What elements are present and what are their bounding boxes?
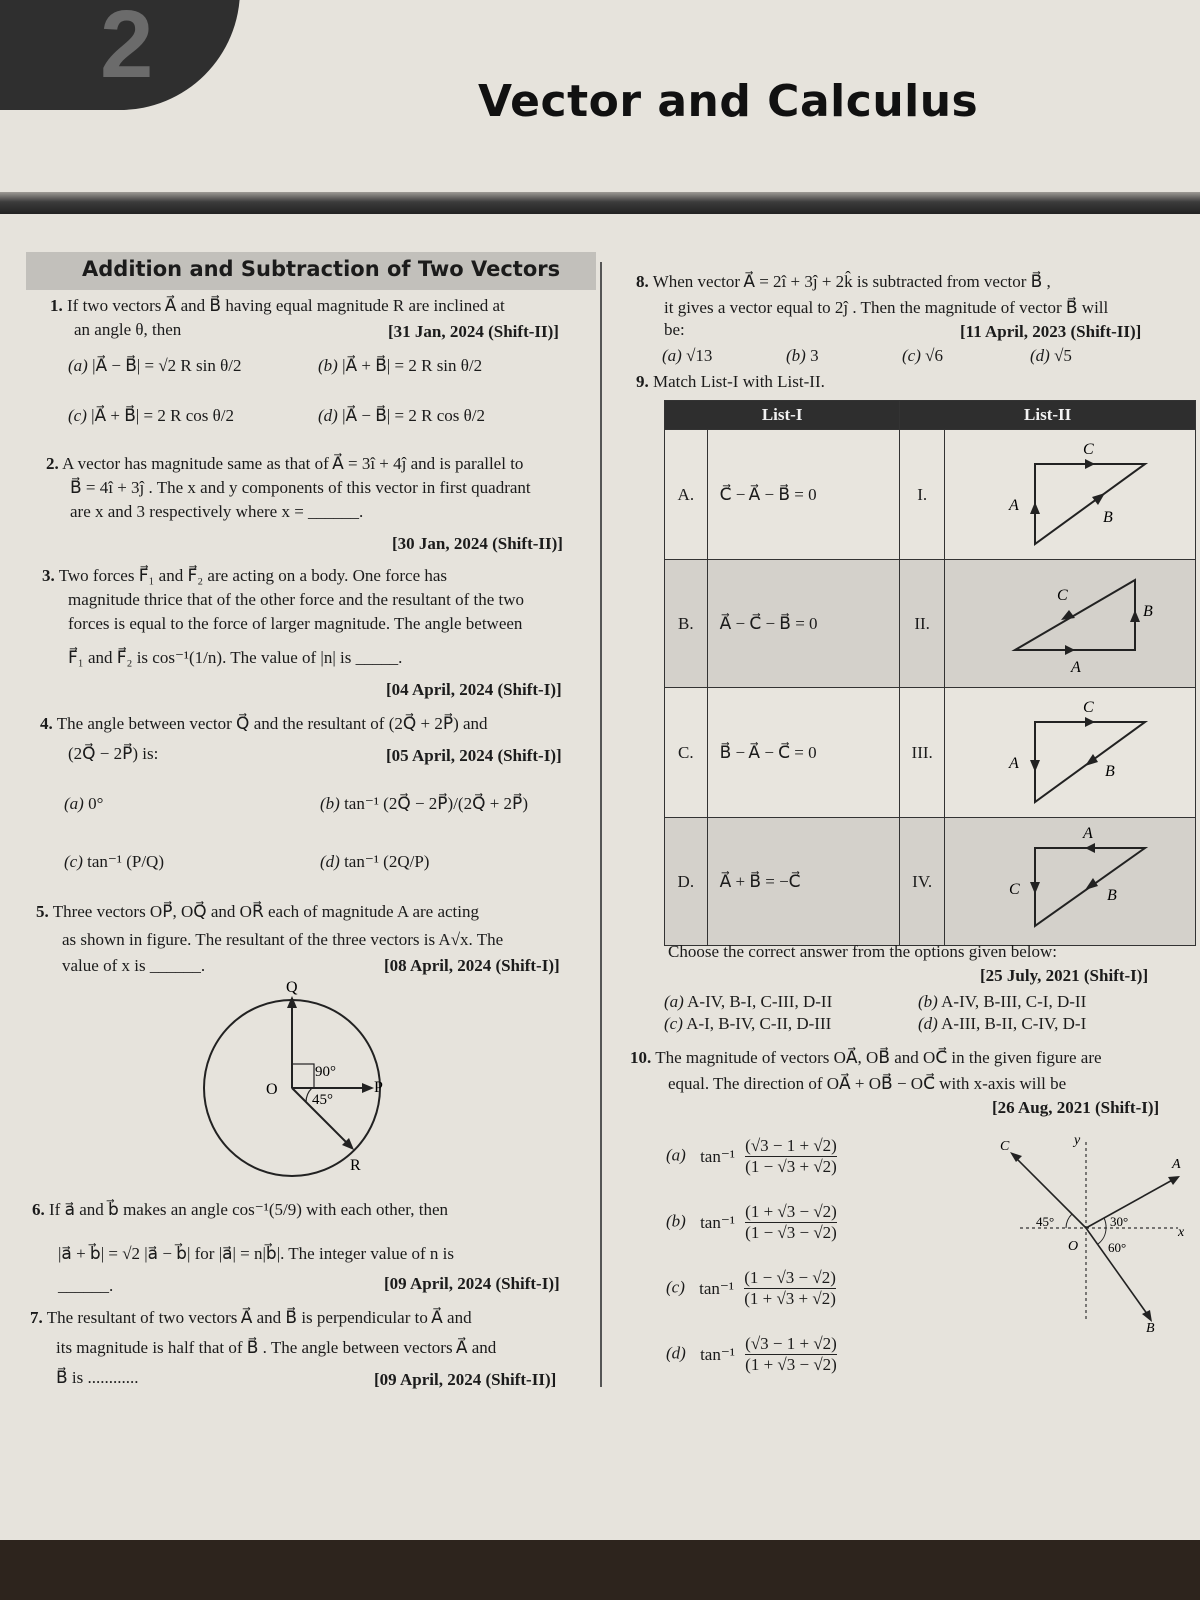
q9-option-a: (a) A-IV, B-I, C-III, D-II — [664, 992, 833, 1011]
question-7-ref: [09 April, 2024 (Shift-II)] — [374, 1370, 557, 1389]
triangle-cell-ii — [945, 560, 1196, 688]
label-90: 90° — [315, 1064, 336, 1080]
question-9-choose: Choose the correct answer from the options given below: — [668, 942, 1058, 961]
row-key: D. — [665, 818, 708, 946]
question-4-line-1: 4. The angle between vector Q⃗ and the resultant of (2Q⃗ + 2P⃗) and — [40, 714, 488, 733]
triangle-shape — [1035, 464, 1145, 544]
page-bottom-edge — [0, 1540, 1200, 1600]
row-equation: A⃗ + B⃗ = −C⃗ — [707, 818, 900, 946]
q10-option-b: (b) tan⁻¹ $\frac{(1 + √3 - √2)}{(1 - √3 - √2)}$ — [666, 1202, 837, 1242]
row-roman: I. — [900, 430, 945, 560]
header-rule — [0, 192, 1200, 214]
question-10-line-2: equal. The direction of OA⃗ + OB⃗ − OC⃗ with x-axis will be — [668, 1074, 1067, 1093]
label-q: Q — [286, 979, 298, 996]
question-5-ref: [08 April, 2024 (Shift-I)] — [384, 956, 560, 975]
arrow-c — [1085, 459, 1095, 469]
arrow-head-p — [362, 1083, 374, 1093]
label-c: C⃗ — [1083, 699, 1107, 716]
question-2-ref: [30 Jan, 2024 (Shift-II)] — [392, 534, 563, 553]
label-a: A⃗ — [1083, 825, 1106, 842]
triangle-cell-i — [945, 430, 1196, 560]
match-row-c — [665, 688, 1196, 818]
question-3-ref: [04 April, 2024 (Shift-I)] — [386, 680, 562, 699]
question-3-line-4: F⃗₁ and F⃗₂ is cos⁻¹(1/n). The value of |n| is _____. — [68, 648, 403, 667]
label-c: C — [1000, 1139, 1010, 1154]
label-45: 45° — [1036, 1214, 1055, 1229]
label-c: C⃗ — [1083, 441, 1107, 458]
list-1-header: List-I — [665, 401, 900, 430]
question-10-line-1: 10. The magnitude of vectors OA⃗, OB⃗ and OC⃗ in the given figure are — [630, 1048, 1102, 1067]
label-a: A⃗ — [1009, 497, 1032, 514]
question-3-line-1: 3. Two forces F⃗₁ and F⃗₂ are acting on a body. One force has — [42, 566, 448, 585]
question-5-line-1: 5. Three vectors OP⃗, OQ⃗ and OR⃗ each of magnitude A are acting — [36, 902, 479, 921]
q8-option-c: (c) √6 — [902, 346, 943, 365]
q4-option-c: (c) tan⁻¹ (P/Q) — [64, 852, 164, 871]
label-c: C⃗ — [1009, 881, 1033, 898]
list-2-header: List-II — [900, 401, 1196, 430]
label-b: B⃗ — [1143, 603, 1166, 620]
question-1-ref: [31 Jan, 2024 (Shift-II)] — [388, 322, 559, 341]
row-key: C. — [665, 688, 708, 818]
q8-option-a: (a) √13 — [662, 346, 713, 365]
label-b: B⃗ — [1105, 763, 1128, 780]
q4-option-d: (d) tan⁻¹ (2Q/P) — [320, 852, 430, 871]
question-9-line-1: 9. Match List-I with List-II. — [636, 372, 825, 391]
q9-option-d: (d) A-III, B-II, C-IV, D-I — [918, 1014, 1087, 1033]
chapter-title: Vector and Calculus — [478, 76, 979, 127]
question-4-ref: [05 April, 2024 (Shift-I)] — [386, 746, 562, 765]
question-8-line-3: be: — [664, 320, 685, 339]
arrow-b — [1085, 754, 1098, 766]
column-divider — [600, 262, 602, 1387]
row-equation: C⃗ − A⃗ − B⃗ = 0 — [707, 430, 900, 560]
section-heading — [26, 252, 596, 290]
question-2-line-2: B⃗ = 4î + 3ĵ . The x and y components of this vector in first quadrant — [70, 478, 531, 497]
label-60: 60° — [1108, 1240, 1127, 1255]
question-7-line-2: its magnitude is half that of B⃗ . The angle between vectors A⃗ and — [56, 1338, 497, 1357]
question-1-line-1 — [50, 296, 505, 316]
match-row-a — [665, 430, 1196, 560]
section-title: Addition and Subtraction of Two Vectors — [82, 257, 561, 281]
question-8-ref: [11 April, 2023 (Shift-II)] — [960, 322, 1142, 341]
question-9-ref: [25 July, 2021 (Shift-I)] — [980, 966, 1149, 985]
arrow-c — [1061, 610, 1075, 620]
label-45: 45° — [312, 1092, 333, 1108]
label-b: B⃗ — [1107, 887, 1130, 904]
question-6-line-1: 6. If a⃗ and b⃗ makes an angle cos⁻¹(5/9) with each other, then — [32, 1200, 449, 1219]
arrow-a — [1085, 843, 1095, 853]
row-key: A. — [665, 430, 708, 560]
question-1-line-2: an angle θ, then — [74, 320, 182, 339]
arrow-head-a — [1168, 1176, 1180, 1185]
question-5-line-3: value of x is ______. — [62, 956, 206, 975]
arrow-a — [1065, 645, 1075, 655]
row-roman: II. — [900, 560, 945, 688]
triangle-i-figure — [945, 430, 1195, 554]
arrow-c — [1085, 717, 1095, 727]
arrow-head-q — [287, 996, 297, 1008]
label-o: O — [266, 1081, 278, 1098]
question-5-line-2: as shown in figure. The resultant of the three vectors is A√x. The — [62, 930, 504, 949]
label-a: A⃗ — [1071, 659, 1094, 676]
match-row-d — [665, 818, 1196, 946]
arrow-head-c — [1010, 1152, 1022, 1162]
question-8-line-2: it gives a vector equal to 2ĵ . Then the magnitude of vector B⃗ will — [664, 298, 1109, 317]
question-4-line-2: (2Q⃗ − 2P⃗) is: — [68, 744, 159, 763]
angle-arc-30 — [1104, 1218, 1106, 1228]
arrow-b — [1092, 493, 1105, 505]
question-6-line-3: ______. — [58, 1276, 114, 1295]
label-x: x — [1178, 1225, 1185, 1240]
angle-arc-60 — [1098, 1228, 1106, 1244]
arrow-a — [1030, 502, 1040, 514]
triangle-cell-iv — [945, 818, 1196, 946]
q1-option-c: (c) |A⃗ + B⃗| = 2 R cos θ/2 — [68, 406, 235, 425]
label-r: R — [350, 1157, 361, 1174]
q1-option-a: (a) |A⃗ − B⃗| = √2 R sin θ/2 — [68, 356, 242, 375]
arrow-a — [1030, 760, 1040, 772]
question-7-line-3: B⃗ is ............ — [56, 1368, 139, 1387]
q10-vector-figure — [1000, 1132, 1190, 1332]
question-6-ref: [09 April, 2024 (Shift-I)] — [384, 1274, 560, 1293]
q10-option-d: (d) tan⁻¹ $\frac{(√3 - 1 + √2)}{(1 + √3 - √2)}$ — [666, 1334, 837, 1374]
label-c: C⃗ — [1057, 587, 1081, 604]
question-text: If two vectors A⃗ and B⃗ having equal magnitude R are inclined at — [67, 296, 505, 315]
arrow-b — [1085, 878, 1098, 890]
q9-option-c: (c) A-I, B-IV, C-II, D-III — [664, 1014, 832, 1033]
label-a: A — [1172, 1157, 1181, 1172]
chapter-number: 2 — [100, 0, 154, 98]
triangle-iv-figure — [945, 818, 1195, 940]
q4-option-a: (a) 0° — [64, 794, 104, 813]
right-angle-mark — [292, 1064, 314, 1088]
question-3-line-2: magnitude thrice that of the other force and the resultant of the two — [68, 590, 525, 609]
vector-oa — [1086, 1178, 1176, 1228]
question-8-line-1: 8. When vector A⃗ = 2î + 3ĵ + 2k̂ is subtracted from vector B⃗ , — [636, 272, 1051, 291]
question-2-line-1: 2. A vector has magnitude same as that of A⃗ = 3î + 4ĵ and is parallel to — [46, 454, 524, 473]
match-table — [664, 400, 1196, 946]
question-7-line-1: 7. The resultant of two vectors A⃗ and B⃗ is perpendicular to A⃗ and — [30, 1308, 472, 1327]
angle-arc-45 — [1066, 1214, 1072, 1228]
q4-option-b: (b) tan⁻¹ (2Q⃗ − 2P⃗)/(2Q⃗ + 2P⃗) — [320, 794, 528, 813]
row-equation: B⃗ − A⃗ − C⃗ = 0 — [707, 688, 900, 818]
q9-option-b: (b) A-IV, B-III, C-I, D-II — [918, 992, 1087, 1011]
row-key: B. — [665, 560, 708, 688]
arrow-b — [1130, 610, 1140, 622]
q8-option-d: (d) √5 — [1030, 346, 1072, 365]
row-equation: A⃗ − C⃗ − B⃗ = 0 — [707, 560, 900, 688]
label-b: B⃗ — [1103, 509, 1126, 526]
question-3-line-3: forces is equal to the force of larger magnitude. The angle between — [68, 614, 523, 633]
q1-option-d: (d) |A⃗ − B⃗| = 2 R cos θ/2 — [318, 406, 485, 425]
q10-option-c: (c) tan⁻¹ $\frac{(1 - √3 - √2)}{(1 + √3 + √2)}$ — [666, 1268, 836, 1308]
row-roman: IV. — [900, 818, 945, 946]
triangle-iii-figure — [945, 688, 1195, 812]
q8-option-b: (b) 3 — [786, 346, 819, 365]
label-30: 30° — [1110, 1214, 1129, 1229]
label-p: P — [374, 1079, 383, 1096]
label-b: B — [1146, 1321, 1155, 1332]
triangle-ii-figure — [945, 560, 1195, 682]
q1-option-b: (b) |A⃗ + B⃗| = 2 R sin θ/2 — [318, 356, 483, 375]
question-10-ref: [26 Aug, 2021 (Shift-I)] — [992, 1098, 1160, 1117]
label-y: y — [1074, 1133, 1081, 1148]
triangle-cell-iii — [945, 688, 1196, 818]
label-a: A⃗ — [1009, 755, 1032, 772]
match-row-b — [665, 560, 1196, 688]
q10-option-a: (a) tan⁻¹ $\frac{(√3 - 1 + √2)}{(1 - √3 + √2)}$ — [666, 1136, 837, 1176]
question-number: 1. — [50, 296, 63, 315]
row-roman: III. — [900, 688, 945, 818]
q5-circle-figure — [200, 978, 390, 1183]
question-2-line-3: are x and 3 respectively where x = ______. — [70, 502, 364, 521]
label-o: O — [1068, 1239, 1079, 1254]
question-6-line-2: |a⃗ + b⃗| = √2 |a⃗ − b⃗| for |a⃗| = n|b⃗|. The integer value of n is — [58, 1244, 454, 1263]
